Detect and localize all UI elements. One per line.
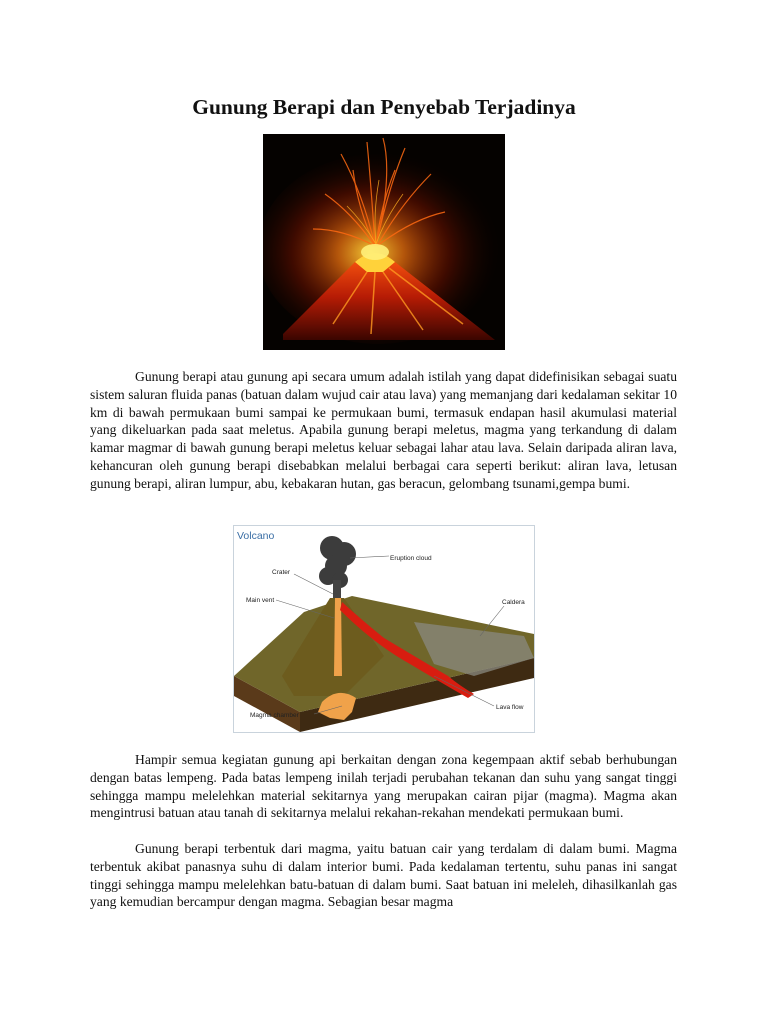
erupting-volcano-photo xyxy=(263,134,505,350)
label-lava-flow: Lava flow xyxy=(496,704,524,711)
paragraph-1: Gunung berapi atau gunung api secara umum adalah istilah yang dapat didefinisikan sebagai suatu sistem saluran fluida panas (batuan dalam wujud cair atau lava) yang memanjang dari kedalaman sekitar 10 km di bawah permukaan bumi sampai ke permukaan bumi, termasuk endapan hasil akumulasi material yang dikeluarkan pada saat meletus. Apabila gunung berapi meletus, magma yang terkandung di dalam kamar magmar di bawah gunung berapi meletus keluar sebagai lahar atau lava. Selain daripada aliran lava, kehancuran oleh gunung berapi disebabkan melalui berbagai cara seperti berikut: aliran lava, letusan gunung berapi, aliran lumpur, abu, kebakaran hutan, gas beracun, gelombang tsunami,gempa bumi. xyxy=(90,369,677,491)
label-crater: Crater xyxy=(272,569,291,576)
volcano-cross-section xyxy=(234,526,534,732)
paragraph-3: Gunung berapi terbentuk dari magma, yaitu batuan cair yang terdalam di dalam bumi. Magma terbentuk akibat panasnya suhu di dalam interior bumi. Pada kedalaman tertentu, suhu panas ini sangat tinggi sehingga mampu melelehkan batu-batuan di dalam bumi. Saat batuan ini meleleh, dihasilkanlah gas yang kemudian bercampur dengan magma. Sebagian besar magma xyxy=(90,841,677,910)
label-eruption-cloud: Eruption cloud xyxy=(390,555,432,562)
volcano-photo-icon xyxy=(263,134,505,350)
volcano-diagram xyxy=(233,525,535,733)
page-title: Gunung Berapi dan Penyebab Terjadinya xyxy=(192,95,576,119)
label-caldera: Caldera xyxy=(502,599,525,606)
label-magma-chamber: Magma chamber xyxy=(250,712,299,719)
eruption-cloud xyxy=(319,536,356,598)
paragraph-2: Hampir semua kegiatan gunung api berkaitan dengan zona kegempaan aktif sebab berhubungan dengan batas lempeng. Pada batas lempeng inilah terjadi perubahan tekanan dan suhu yang sangat tinggi sehingga mampu melelehkan material sekitarnya yang merupakan cairan pijar (magma). Magma akan mengintrusi batuan atau tanah di sekitarnya melalui rekahan-rekahan mendekati permukaan bumi. xyxy=(90,752,677,821)
diagram-title: Volcano xyxy=(237,530,275,542)
label-main-vent: Main vent xyxy=(246,597,275,604)
